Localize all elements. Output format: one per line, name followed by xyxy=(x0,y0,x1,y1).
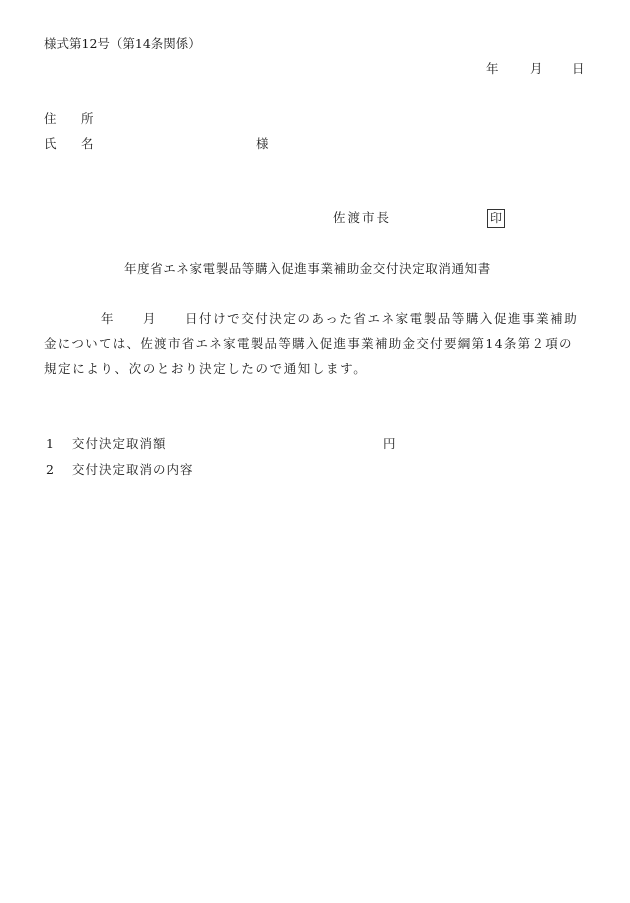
date-month: 月 xyxy=(530,61,543,76)
honorific: 様 xyxy=(256,136,269,151)
item-unit: 円 xyxy=(383,436,396,451)
body-year: 年 xyxy=(101,311,114,326)
document-title: 年度省エネ家電製品等購入促進事業補助金交付決定取消通知書 xyxy=(124,261,491,276)
address-label: 住 所 xyxy=(44,111,100,126)
seal-box: 印 xyxy=(487,209,505,228)
item-label: 交付決定取消の内容 xyxy=(72,462,194,477)
body-line2: 金については、佐渡市省エネ家電製品等購入促進事業補助金交付要綱第14条第２項の xyxy=(44,336,573,351)
body-line1-rest: 日付けで交付決定のあった省エネ家電製品等購入促進事業補助 xyxy=(185,311,579,326)
date-day: 日 xyxy=(572,61,585,76)
name-label: 氏 名 xyxy=(44,136,100,151)
item-number: 1 xyxy=(46,436,54,451)
date-year: 年 xyxy=(486,61,499,76)
body-line3: 規定により、次のとおり決定したので通知します。 xyxy=(44,361,368,376)
body-month: 月 xyxy=(143,311,156,326)
item-number: 2 xyxy=(46,462,54,477)
item-label: 交付決定取消額 xyxy=(72,436,167,451)
issuer-title: 佐渡市長 xyxy=(333,210,392,225)
form-label: 様式第12号（第14条関係） xyxy=(44,36,201,51)
